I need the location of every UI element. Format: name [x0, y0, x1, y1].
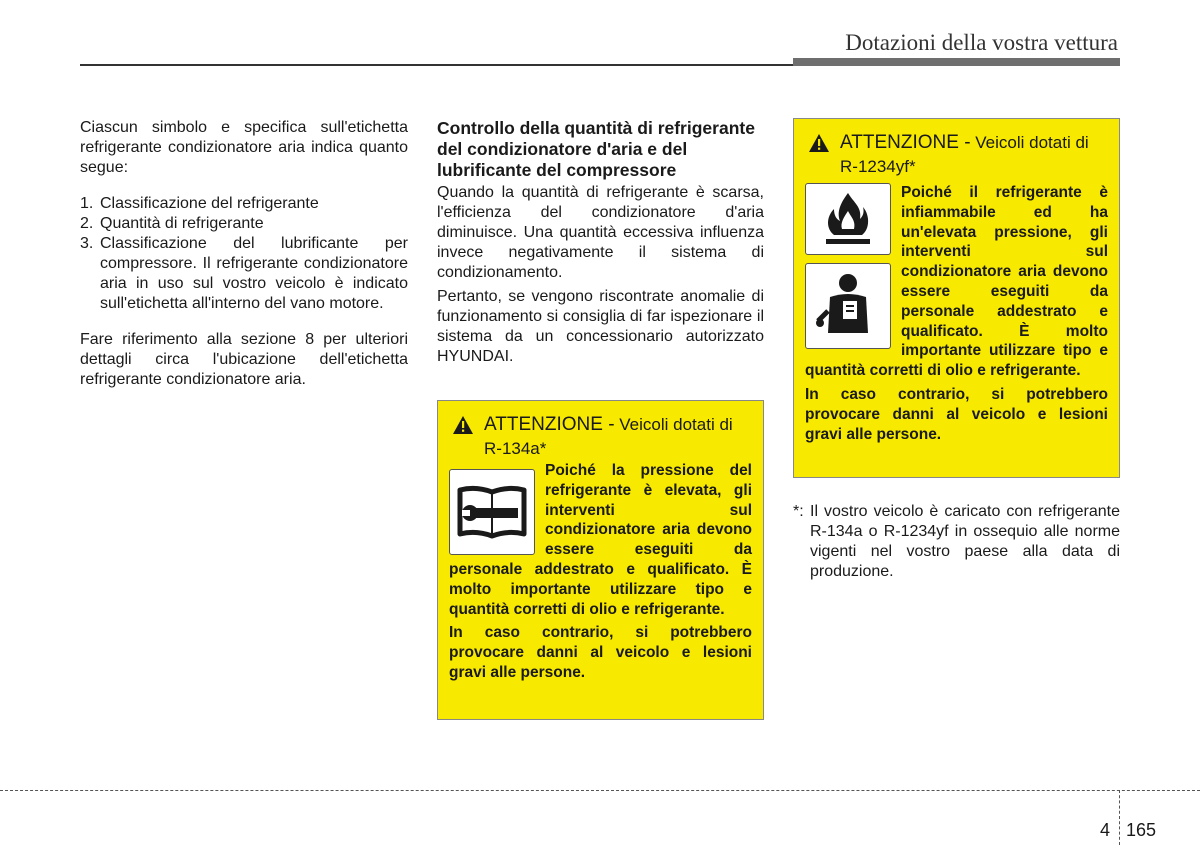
- warning-pictograms: [805, 183, 891, 349]
- warning-body: [449, 461, 752, 683]
- warning-subject: Veicoli dotati di R-1234yf*: [840, 133, 1089, 176]
- warning-body: [805, 183, 1108, 444]
- qualified-technician-icon: [805, 263, 891, 349]
- warning-triangle-icon: [808, 133, 830, 153]
- intro-paragraph: Ciascun simbolo e specifica sull'etichetta refrigerante condizionatore aria indica quanto segue:: [80, 119, 408, 176]
- list-number: 1.: [80, 195, 94, 212]
- column-left: [80, 118, 408, 390]
- flammable-icon: [805, 183, 891, 255]
- warning-box-r1234yf: [793, 118, 1120, 478]
- service-manual-icon: [449, 469, 535, 555]
- column-middle: [437, 118, 764, 367]
- warning-text-consequence: In caso contrario, si potrebbero provocare danni al veicolo e lesioni gravi alle persone.: [805, 385, 1108, 443]
- warning-label: ATTENZIONE -: [840, 132, 971, 153]
- list-text: Quantità di refrigerante: [100, 215, 264, 232]
- list-item: [80, 214, 408, 234]
- warning-text: Poiché il refrigerante è infiammabile ed ha un'elevata pressione, gli interventi sul condizionatore aria devono essere eseguiti da personale addestrato e qualificato. È molto importante utilizzare tipo e quantità corretti di olio e refrigerante.: [805, 184, 1108, 380]
- footnote-text: Il vostro veicolo è caricato con refrigerante R-134a o R-1234yf in ossequio alle norme vigenti nel vostro paese alla data di produzione.: [810, 503, 1120, 580]
- footer-divider: [1119, 790, 1120, 845]
- page-number: 165: [1126, 820, 1157, 840]
- list-text: Classificazione del refrigerante: [100, 195, 319, 212]
- list-text: Classificazione del lubrificante per compressore. Il refrigerante condizionatore aria in uso sul vostro veicolo è indicato sull'etichetta all'interno del vano motore.: [100, 235, 408, 312]
- warning-subject: Veicoli dotati di R-134a*: [484, 415, 733, 458]
- chapter-number: 4: [1100, 820, 1111, 840]
- reference-paragraph: Fare riferimento alla sezione 8 per ulteriori dettagli circa l'ubicazione dell'etichetta refrigerante condizionatore aria.: [80, 331, 408, 388]
- header-rule-thick: [793, 58, 1120, 66]
- footnote: [793, 502, 1120, 582]
- warning-box-r134a: [437, 400, 764, 720]
- footnote-marker: *:: [793, 503, 804, 520]
- header-rule: [80, 64, 793, 66]
- list-number: 3.: [80, 235, 94, 252]
- body-paragraph: Pertanto, se vengono riscontrate anomalie di funzionamento si consiglia di far ispezionare il sistema da un concessionario autorizzato HYUNDAI.: [437, 288, 764, 365]
- page-header-title: Dotazioni della vostra vettura: [845, 30, 1118, 55]
- list-item: [80, 194, 408, 214]
- footer-dashed-rule: [0, 790, 1200, 791]
- section-heading: Controllo della quantità di refrigerante del condizionatore d'aria e del lubrificante del compressore: [437, 118, 755, 180]
- warning-label: ATTENZIONE -: [484, 414, 615, 435]
- list-item: [80, 234, 408, 314]
- warning-title: [805, 131, 1108, 179]
- warning-triangle-icon: [452, 415, 474, 435]
- list-number: 2.: [80, 215, 94, 232]
- warning-title: [449, 413, 752, 461]
- label-items-list: [80, 194, 408, 314]
- warning-text-consequence: In caso contrario, si potrebbero provocare danni al veicolo e lesioni gravi alle persone.: [449, 624, 752, 681]
- warning-text: Poiché la pressione del refrigerante è elevata, gli interventi sul condizionatore aria devono essere eseguiti da personale addestrato e qualificato. È molto importante utilizzare tipo e quantità corretti di olio e refrigerante.: [449, 462, 752, 618]
- body-paragraph: Quando la quantità di refrigerante è scarsa, l'efficienza del condizionatore d'aria diminuisce. Una quantità eccessiva influenza invece negativamente il sistema di condizionamento.: [437, 184, 764, 281]
